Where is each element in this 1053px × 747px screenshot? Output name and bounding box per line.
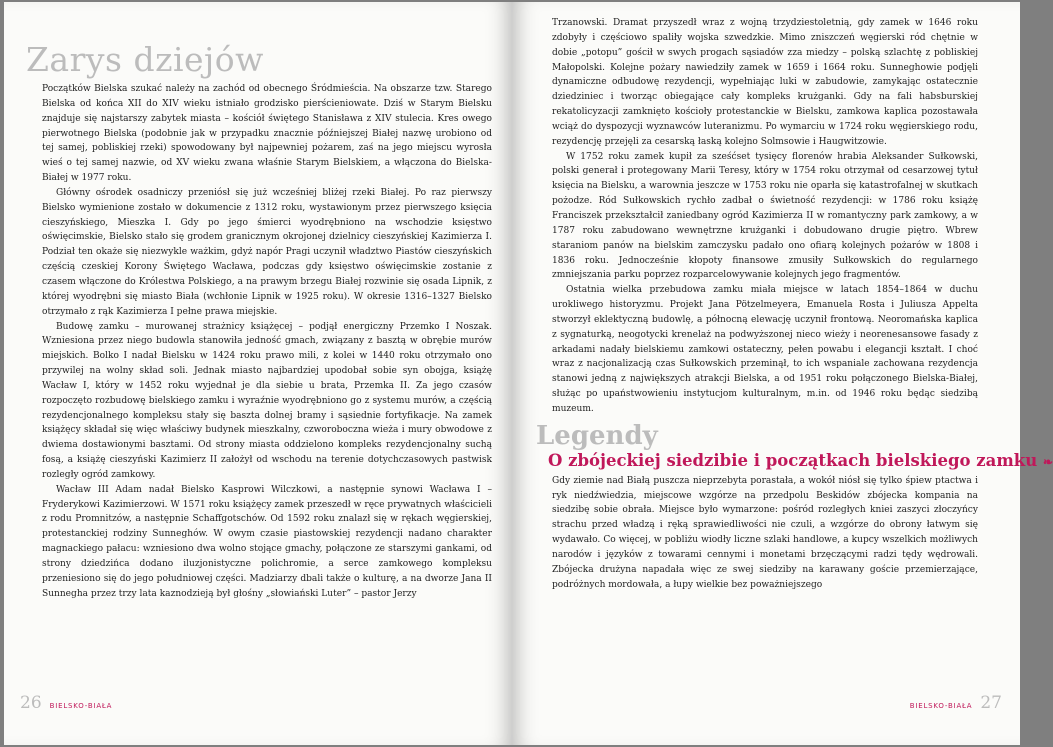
running-title: BIELSKO-BIAŁA — [49, 702, 113, 710]
page-footer-right — [910, 693, 1002, 713]
right-page — [512, 2, 1053, 745]
section-title-history: Zarys dziejów — [26, 40, 264, 79]
page-number: 27 — [980, 693, 1002, 713]
legend-subtitle — [548, 450, 1053, 472]
fleuron-icon: ❧ — [1042, 454, 1053, 469]
running-title: BIELSKO-BIAŁA — [909, 702, 973, 710]
paragraph: Początków Bielska szukać należy na zachód od obecnego Śródmieścia. Na obszarze tzw. Starego Bielska od końca XII do XIV wieku istniało grodzisko pierścieniowate. Dziś w Starym Bielsku znajduje się najstarszy zabytek miasta – kościół świętego Stanisława z XIV stulecia. Kres owego pierwotnego Bielska (podobnie jak w przypadku znacznie późniejszej Białej nazwę urobiono od tej samej, pobliskiej rzeki) spowodowany był najpewniej pożarem, zaś na jego miejscu wyrosła wieś o tej samej nazwie, od XV wieku zwana właśnie Starym Bielskiem, a włączona do Bielska-Białej w 1977 roku. — [42, 84, 492, 184]
legend-subtitle-text: O zbójeckiej siedzibie i początkach bielskiego zamku — [548, 450, 1038, 470]
page-number: 26 — [20, 693, 42, 713]
book-spread — [4, 2, 1053, 745]
paragraph: Budowę zamku – murowanej strażnicy książęcej – podjął energiczny Przemko I Noszak. Wzniesiona przez niego budowla stanowiła jedność gmach, związany z basztą w obrębie murów miejskich. Bolko I nadał Bielsku w 1424 roku prawo mili, z kolei w 1440 roku otrzymało ono przywilej na wolny skład soli. Jednak miasto najbardziej upodobał sobie syn obojga, książę Wacław I, który w 1452 roku wyjednał je dla siebie u brata, Przemka II. Za jego czasów rozpoczęto rozbudowę bielskiego zamku i wyraźnie wyodrębniono go z systemu murów, a częścią rezydencjonalnego kompleksu stały się baszta dolnej bramy i sąsiednie fortyfikacje. Na zamek książęcy składał się więc właściwy budynek mieszkalny, czworoboczna wieża i mury obwodowe z dwiema dostawionymi basztami. Od strony miasta oddzielono kompleks rezydencjonalny suchą fosą, a książę cieszyński Kazimierz II założył od wschodu na terenie dotychczasowych pastwisk rozległy ogród zamkowy. — [42, 321, 492, 480]
page-footer-left — [20, 693, 112, 713]
paragraph: Ostatnia wielka przebudowa zamku miała miejsce w latach 1854–1864 w duchu urokliwego historyzmu. Projekt Jana Pötzelmeyera, Emanuela Rosta i Juliusza Appelta stworzył eklektyczną budowlę, a północną elewację uczynił frontową. Neoromańska kaplica z sygnaturką, neogotycki krenelaż na podwyższonej nieco wieży i neorenesansowe fasady z arkadami nadały bielskiemu zamkowi ostateczny, pełen powabu i elegancji kształt. I choć wraz z nacjonalizacją czas Sułkowskich przeminął, to ich wspaniale zachowana rezydencja stanowi jedną z największych atrakcji Bielska, a od 1951 roku połączonego Bielska-Białej, służąc po upaństwowieniu instytucjom kulturalnym, m.in. od 1946 roku będąc siedzibą muzeum. — [552, 285, 978, 414]
section-title-legends: Legendy — [536, 420, 658, 451]
paragraph: Główny ośrodek osadniczy przeniósł się już wcześniej bliżej rzeki Białej. Po raz pierwszy Bielsko wymienione zostało w dokumencie z 1312 roku, wystawionym przez pierwszego księcia cieszyńskiego, Mieszka I. Gdy po jego śmierci wyodrębniono na wschodzie księstwo oświęcimskie, Bielsko stało się grodem granicznym okrojonej dzielnicy cieszyńskiej Kazimierza I. Podział ten okaże się niezwykle ważkim, gdyż napór Pragi uczynił władztwo Piastów cieszyńskich częścią czeskiej Korony Świętego Wacława, podczas gdy księstwo oświęcimskie zostanie z czasem włączone do Królestwa Polskiego, a na prawym brzegu Białej rozwinie się osada Lipnik, z której wyodrębni się miasto Biała (wchłonie Lipnik w 1925 roku). W okresie 1316–1327 Bielsko otrzymało z rąk Kazimierza I pełne prawa miejskie. — [42, 187, 492, 317]
paragraph: W 1752 roku zamek kupił za sześćset tysięcy florenów hrabia Aleksander Sułkowski, polski generał i protegowany Marii Teresy, który w 1754 roku otrzymał od cesarzowej tytuł księcia na Bielsku, a warownia jeszcze w 1753 roku nie oparła się katastrofalnej w skutkach pożodze. Ród Sułkowskich rychło zadbał o świetność rezydencji: w 1786 roku książę Franciszek przekształcił zaniedbany ogród Kazimierza II w romantyczny park zamkowy, a w 1787 roku zabudowano wewnętrzne krużganki i dobudowano drugie piętro. Wbrew staraniom panów na bielskim zamczysku padało ono ofiarą kolejnych pożarów w 1808 i 1836 roku. Jednocześnie kłopoty finansowe zmusiły Sułkowskich do regularnego zmniejszania parku poprzez rozparcelowywanie kolejnych jego fragmentów. — [552, 151, 978, 281]
paragraph: Gdy ziemie nad Białą puszcza nieprzebyta porastała, a wokół niósł się tylko śpiew ptactwa i ryk niedźwiedzia, miejscowe wzgórze na przedpolu Beskidów zbójecka kompania na siedzibę sobie obrała. Miejsce było wymarzone: pośród rozległych kniei zaszyci złoczyńcy strachu przed władzą i ręką sprawiedliwości nie czuli, a wzgórze do obrony łatwym się wydawało. Co więcej, w pobliżu wiodły liczne szlaki handlowe, a kupcy wszelkich możliwych narodów i języków z towarami cennymi i monetami brzęczącymi radzi tędy wędrowali. Zbójecka drużyna napadała więc ze swej siedziby na karawany goście przemierzające, podróżnych mordowała, a łupy wielkie bez poważniejszego — [552, 475, 978, 590]
left-page — [4, 2, 512, 745]
paragraph: Trzanowski. Dramat przyszedł wraz z wojną trzydziestoletnią, gdy zamek w 1646 roku zdobyły i częściowo spaliły wojska szwedzkie. Mimo zniszczeń węgierski ród chętnie w dobie „potopu” gościł w swych progach sąsiadów zza miedzy – polską szlachtę z pobliskiej Małopolski. Kolejne pożary nawiedziły zamek w 1659 i 1664 roku. Sunneghowie podjęli dynamiczne odbudowę rezydencji, wypełniając luki w zabudowie, zamykając ostatecznie dziedziniec i tworząc obiegające cały kompleks krużganki. Gdy na fali habsburskiej rekatolicyzacji zamknięto kościoły protestanckie w Bielsku, zamkowa kaplica pozostawała wciąż do dyspozycji wyznawców luteranizmu. Po wymarciu w 1724 roku węgierskiego rodu, rezydencję przejęli za cesarską łaską kolejno Solmsowie i Haugwitzowie. — [552, 18, 978, 147]
paragraph: Wacław III Adam nadał Bielsko Kasprowi Wilczkowi, a następnie synowi Wacława I – Fryderykowi Kazimierzowi. W 1571 roku książęcy zamek przeszedł w ręce prywatnych właścicieli z rodu Promnitzów, a następnie Schaffgotschów. Od 1592 roku znalazł się w rękach węgierskiej, protestanckiej rodziny Sunneghów. W owym czasie piastowskiej rezydencji nadano charakter magnackiego pałacu: wzniesiono dwa wolno stojące gmachy, połączone ze starszymi gankami, od strony dziedzińca dodano iluzjonistyczne polichromie, a serce zamkowego kompleksu przeniesiono się do jego południowej części. Madziarzy dbali także o kulturę, a na dworze Jana II Sunnegha przez trzy lata kaznodzieją był głośny „słowiański Luter” – pastor Jerzy — [42, 484, 492, 599]
